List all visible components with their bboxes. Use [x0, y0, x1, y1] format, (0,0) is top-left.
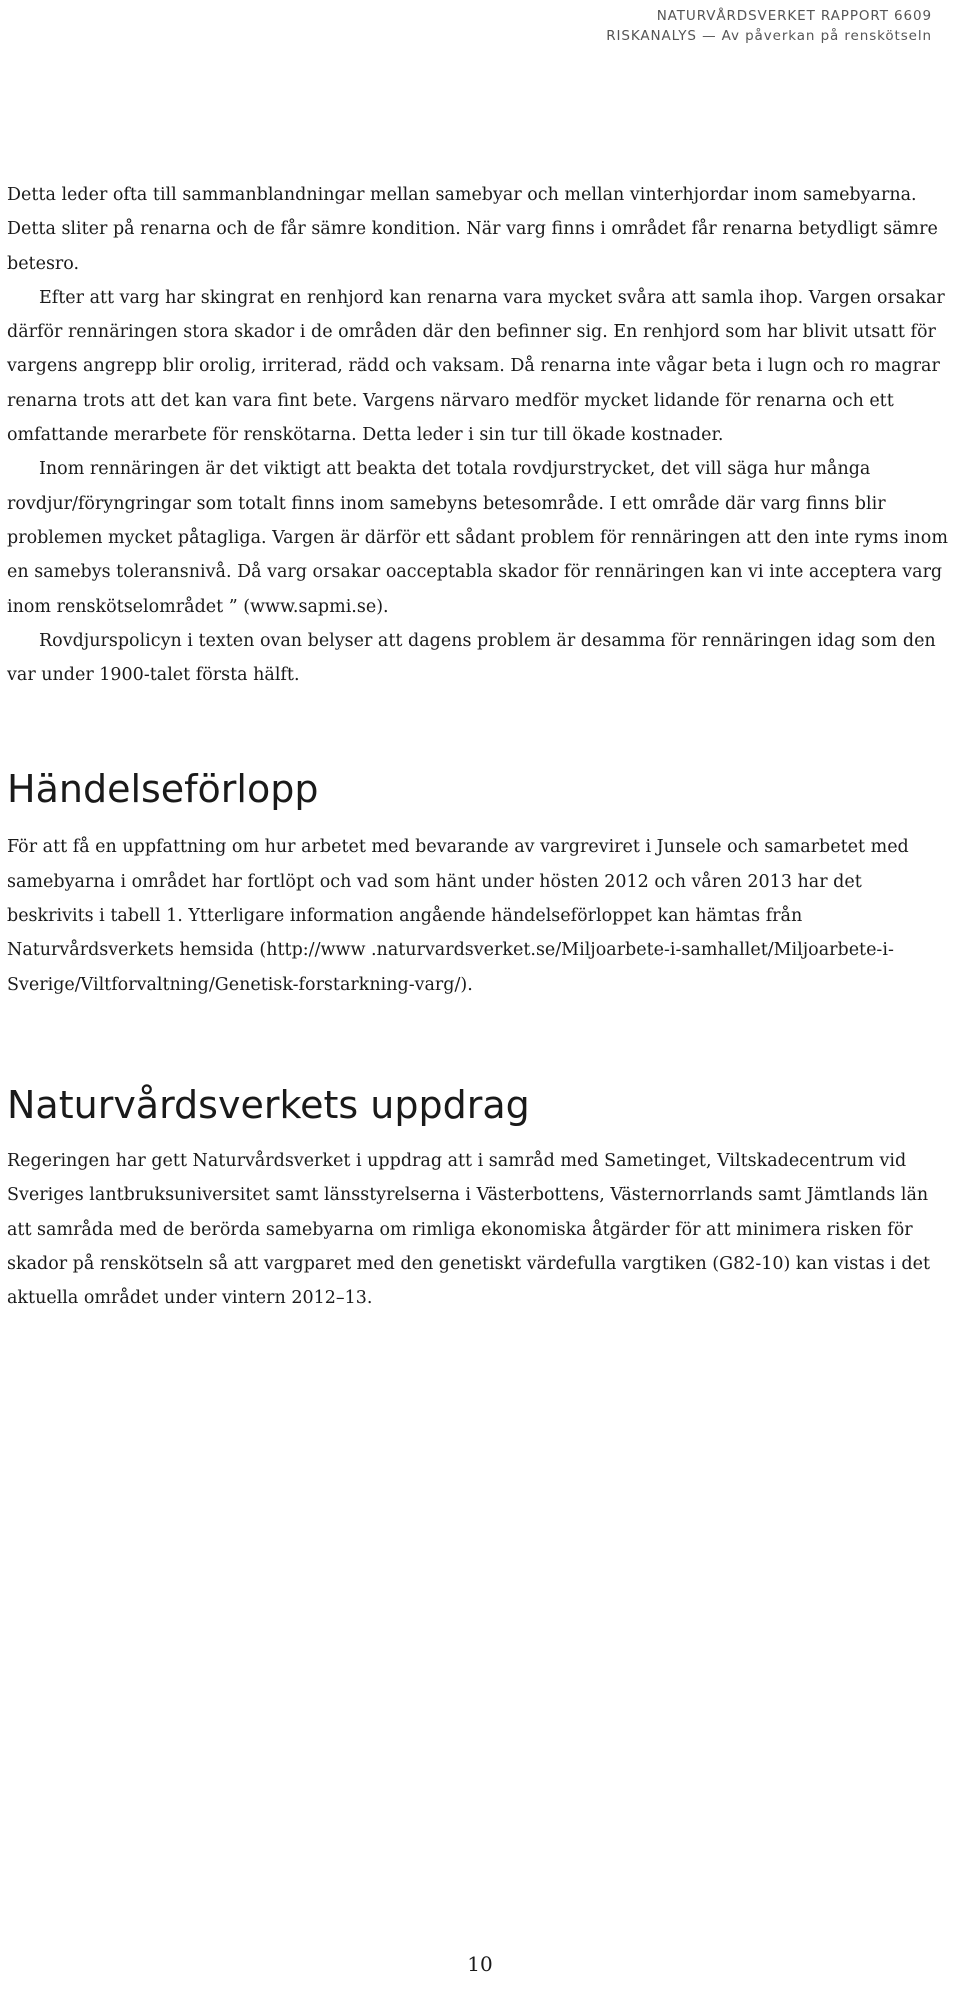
- section-uppdrag-text: [7, 1144, 952, 1315]
- intro-text: [7, 178, 952, 692]
- body-paragraph: För att få en uppfattning om hur arbetet med bevarande av vargreviret i Junsele och samarbetet med samebyarna i området har fortlöpt och vad som hänt under hösten 2012 och våren 2013 har det beskrivits i tabell 1. Ytterligare information angående händelseförloppet kan hämtas från Naturvårdsverkets hemsida (http://www .naturvardsverket.se/Miljoarbete-i-samhallet/Miljoarbete-i- Sverige/Viltforvaltning/Genetisk-forstarkning-varg/).: [7, 837, 909, 995]
- section-heading-handelseforlopp: Händelseförlopp: [7, 767, 319, 812]
- page-number: 10: [467, 1952, 493, 1976]
- body-paragraph: Regeringen har gett Naturvårdsverket i uppdrag att i samråd med Sametinget, Viltskadecentrum vid Sveriges lantbruksuniversitet samt länsstyrelserna i Västerbottens, Västernorrlands samt Jämtlands län att samråda med de berörda samebyarna om rimliga ekonomiska åtgärder för att minimera risken för skador på renskötseln så att vargparet med den genetiskt värdefulla vargtiken (G82-10) kan vistas i det aktuella området under vintern 2012–13.: [7, 1150, 931, 1309]
- section-heading-uppdrag: Naturvårdsverkets uppdrag: [7, 1082, 530, 1127]
- body-paragraph: Rovdjurspolicyn i texten ovan belyser att dagens problem är desamma för rennäringen idag som den var under 1900-talet första hälft.: [7, 630, 936, 686]
- body-paragraph: Inom rennäringen är det viktigt att beakta det totala rovdjurstrycket, det vill säga hur många rovdjur/föryngringar som totalt finns inom samebyns betesområde. I ett område där varg finns blir problemen mycket påtagliga. Vargen är därför ett sådant problem för rennäringen att den inte ryms inom en samebys toleransnivå. Då varg orsakar oacceptabla skador för rennäringen kan vi inte acceptera varg inom renskötselområdet ” (www.sapmi.se).: [7, 459, 948, 617]
- section-handelseforlopp-text: [7, 830, 952, 1001]
- running-header: [606, 6, 932, 46]
- body-paragraph: Detta leder ofta till sammanblandningar mellan samebyar och mellan vinterhjordar inom samebyarna. Detta sliter på renarna och de får sämre kondition. När varg finns i området får renarna betydligt sämre betesro.: [7, 185, 938, 274]
- header-report-title: NATURVÅRDSVERKET RAPPORT 6609: [656, 8, 932, 24]
- header-report-subtitle: RISKANALYS — Av påverkan på renskötseln: [606, 28, 932, 44]
- page-content: [7, 178, 952, 1315]
- body-paragraph: Efter att varg har skingrat en renhjord kan renarna vara mycket svåra att samla ihop. Vargen orsakar därför rennäringen stora skador i de områden där den befinner sig. En renhjord som har blivit utsatt för vargens angrepp blir orolig, irriterad, rädd och vaksam. Då renarna inte vågar beta i lugn och ro magrar renarna trots att det kan vara fint bete. Vargens närvaro medför mycket lidande för renarna och ett omfattande merarbete för renskötarna. Detta leder i sin tur till ökade kostnader.: [7, 287, 945, 446]
